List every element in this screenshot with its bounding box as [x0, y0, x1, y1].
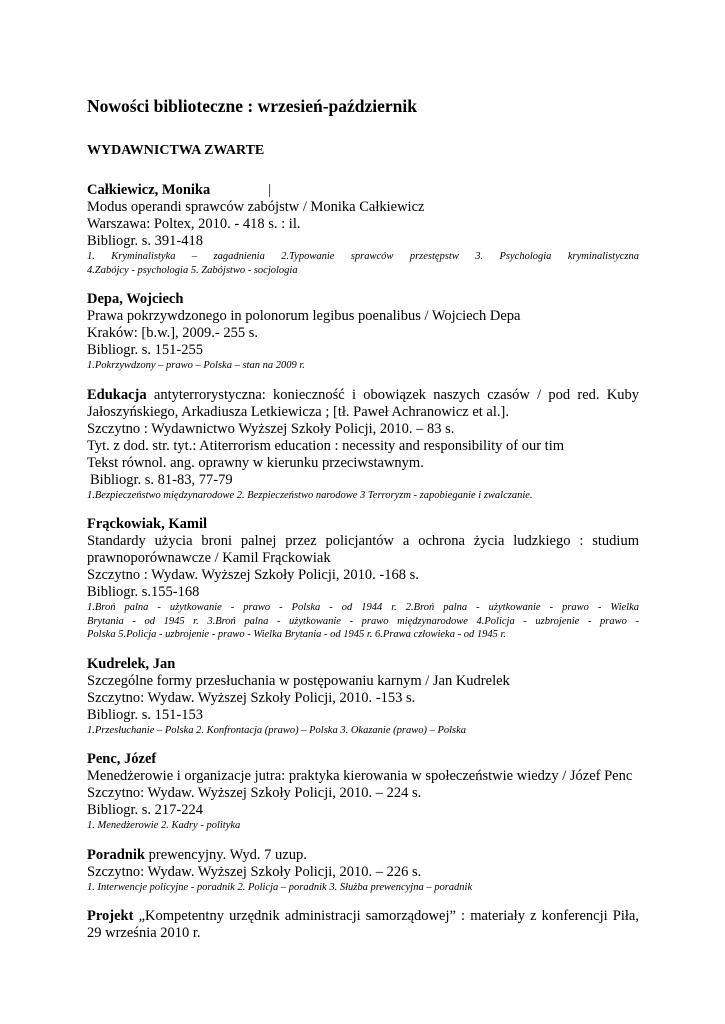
- entry-publication: Kraków: [b.w.], 2009.- 255 s.: [87, 325, 259, 341]
- catalog-entry: [87, 908, 639, 942]
- entry-subjects: 1.Przesłuchanie – Polska 2. Konfrontacja (prawo) – Polska 3. Okazanie (prawo) – Polska: [87, 724, 467, 736]
- catalog-entry: [87, 387, 639, 503]
- catalog-entry: [87, 656, 639, 738]
- entry-title: [87, 847, 639, 864]
- entry-subjects: 1. Kryminalistyka – zagadnienia 2.Typowanie sprawców przestępstw 3. Psychologia kryminalistyczna: [87, 251, 639, 262]
- entry-note: Tekst równol. ang. oprawny w kierunku przeciwstawnym.: [87, 454, 424, 471]
- entry-subjects: 1. Menedżerowie 2. Kadry - polityka: [87, 820, 241, 831]
- entry-bibliography: Bibliogr. s. 391-418: [87, 233, 204, 249]
- entry-bibliography: Bibliogr. s. 151-255: [87, 342, 204, 358]
- entry-publication: Szczytno : Wydawnictwo Wyższej Szkoły Policji, 2010. – 83 s.: [87, 420, 455, 437]
- entry-title-continued: 29 września 2010 r.: [87, 925, 201, 941]
- entry-subjects: 1.Pokrzywdzony – prawo – Polska – stan na 2009 r.: [87, 360, 305, 371]
- catalog-entry: [87, 182, 639, 277]
- entry-publication: Szczytno: Wydaw. Wyższej Szkoły Policji, 2010. – 226 s.: [87, 863, 422, 880]
- entry-author: Kudrelek, Jan: [87, 655, 176, 672]
- entry-title: Menedżerowie i organizacje jutra: praktyka kierowania w społeczeństwie wiedzy / Józef Penc: [87, 768, 633, 784]
- entry-title-rest: antyterrorystyczna: konieczność i obowiązek naszych czasów / pod red. Kuby: [146, 386, 639, 403]
- entry-note: Tyt. z dod. str. tyt.: Atiterrorism education : necessity and responsibility of our tim: [87, 437, 565, 454]
- catalog-entry: [87, 847, 639, 895]
- catalog-entry: [87, 291, 639, 373]
- entry-bibliography: Bibliogr. s. 151-153: [87, 706, 204, 723]
- entry-publication: Szczytno: Wydaw. Wyższej Szkoły Policji, 2010. – 224 s.: [87, 785, 422, 801]
- section-heading: WYDAWNICTWA ZWARTE: [87, 143, 265, 158]
- entry-bibliography: Bibliogr. s. 217-224: [87, 802, 204, 818]
- entry-title-continued: prawnoporównawcze / Kamil Frąckowiak: [87, 550, 331, 566]
- page-title: Nowości biblioteczne : wrzesień-październik: [87, 96, 418, 116]
- entry-subjects: Polska 5.Policja - uzbrojenie - prawo - Wielka Brytania - od 1945 r. 6.Prawa człowieka - od 1945 r.: [87, 629, 506, 640]
- entry-author: Depa, Wojciech: [87, 291, 184, 307]
- entry-title: Prawa pokrzywdzonego in polonorum legibus poenalibus / Wojciech Depa: [87, 308, 521, 324]
- entry-title: [87, 387, 639, 404]
- entry-bibliography: Bibliogr. s. 81-83, 77-79: [90, 471, 233, 488]
- entry-head-word: Poradnik: [87, 846, 146, 863]
- entry-subjects: 1.Broń palna - użytkowanie - prawo - Polska - od 1944 r. 2.Broń palna - użytkowanie - prawo - Wielka: [87, 602, 639, 613]
- entry-title-rest: prewencyjny. Wyd. 7 uzup.: [145, 846, 307, 863]
- entry-author: Frąckowiak, Kamil: [87, 516, 208, 532]
- entry-author: Całkiewicz, Monika: [87, 182, 211, 198]
- entry-title: Modus operandi sprawców zabójstw / Monika Całkiewicz: [87, 199, 425, 215]
- entry-author-line: [87, 182, 639, 199]
- entry-title: [87, 908, 639, 925]
- catalog-entry: [87, 751, 639, 833]
- entry-publication: Warszawa: Poltex, 2010. - 418 s. : il.: [87, 216, 301, 232]
- entry-title: Standardy użycia broni palnej przez policjantów a ochrona życia ludzkiego : studium: [87, 533, 639, 549]
- entry-title-rest: „Kompetentny urzędnik administracji samorządowej” : materiały z konferencji Piła,: [133, 908, 639, 924]
- text-cursor: |: [268, 182, 272, 198]
- entry-title: Szczególne formy przesłuchania w postępowaniu karnym / Jan Kudrelek: [87, 672, 510, 689]
- entry-head-word: Edukacja: [87, 386, 147, 403]
- entry-title-continued: Jałoszyńskiego, Arkadiusza Letkiewicza ; [tł. Paweł Achranowicz et al.].: [87, 403, 509, 420]
- entry-bibliography: Bibliogr. s.155-168: [87, 584, 200, 600]
- entry-publication: Szczytno : Wydaw. Wyższej Szkoły Policji, 2010. -168 s.: [87, 567, 419, 583]
- entry-subjects: Brytania - od 1945 r. 3.Broń palna - użytkowanie - prawo międzynarodowe 4.Policja - uzbrojenie - prawo -: [87, 615, 639, 627]
- entry-subjects: 4.Zabójcy - psychologia 5. Zabójstwo - socjologia: [87, 264, 298, 276]
- entry-head-word: Projekt: [87, 908, 134, 924]
- entry-subjects: 1.Bezpieczeństwo międzynarodowe 2. Bezpieczeństwo narodowe 3 Terroryzm - zapobieganie i zwalczanie.: [87, 489, 533, 501]
- entry-publication: Szczytno: Wydaw. Wyższej Szkoły Policji, 2010. -153 s.: [87, 689, 416, 706]
- catalog-entry: [87, 516, 639, 642]
- entry-author: Penc, Józef: [87, 751, 157, 767]
- entry-subjects: 1. Interwencje policyjne - poradnik 2. Policja – poradnik 3. Służba prewencyjna – poradnik: [87, 881, 473, 893]
- document-page: [87, 96, 639, 956]
